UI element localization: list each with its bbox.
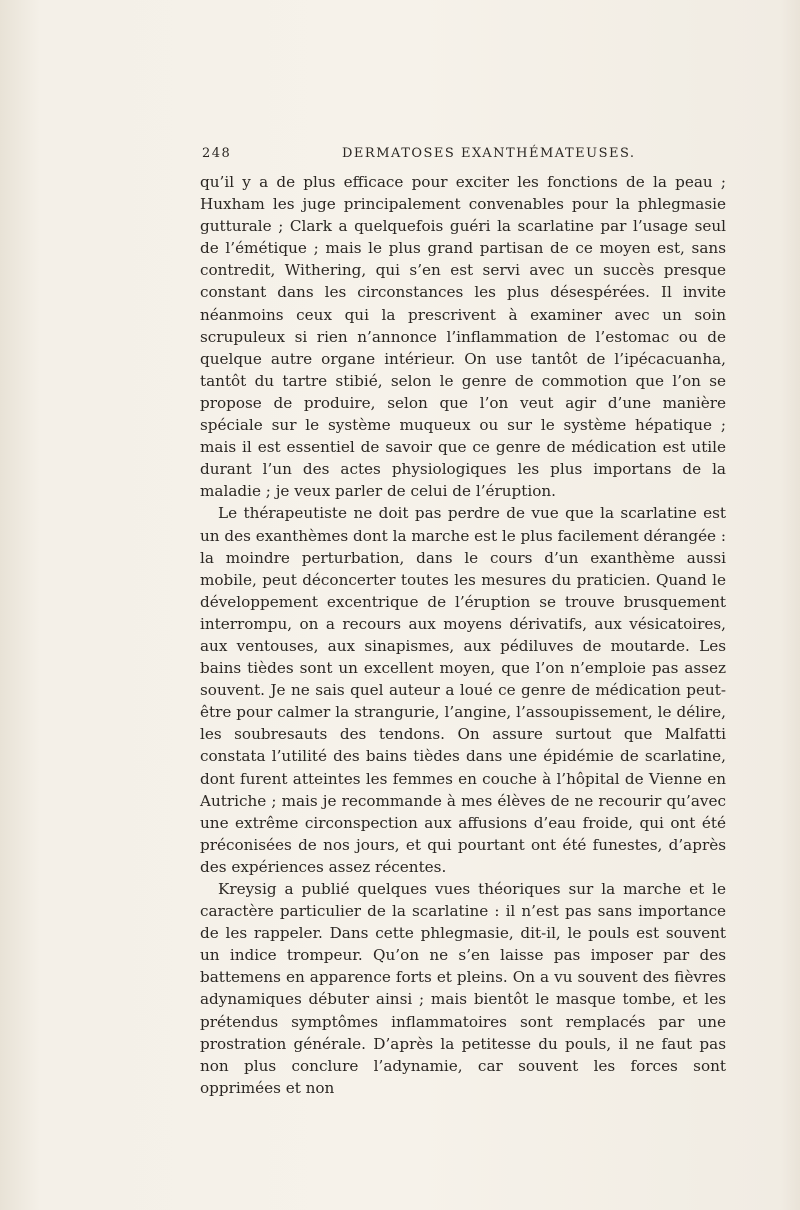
body-text bbox=[200, 171, 726, 1099]
paragraph: Le thérapeutiste ne doit pas perdre de vue que la scarlatine est un des exanthèmes dont la marche est le plus facilement dérangée : la moindre perturbation, dans le cours d’un exanthème aussi mobile, peut déconcerter toutes les mesures du praticien. Quand le développement excentrique de l’éruption se trouve brusquement interrompu, on a recours aux moyens dérivatifs, aux vésicatoires, aux ventouses, aux sinapismes, aux pédiluves de moutarde. Les bains tièdes sont un excellent moyen, que l’on n’emploie pas assez souvent. Je ne sais quel auteur a loué ce genre de médication peut-être pour calmer la strangurie, l’angine, l’assoupissement, le délire, les soubresauts des tendons. On assure surtout que Malfatti constata l’utilité des bains tièdes dans une épidémie de scarlatine, dont furent atteintes les femmes en couche à l’hôpital de Vienne en Autriche ; mais je recommande à mes élèves de ne recourir qu’avec une extrême circonspection aux affusions d’eau froide, qui ont été préconisées de nos jours, et qui pourtant ont été funestes, d’après des expériences assez récentes. bbox=[200, 504, 726, 876]
page-header bbox=[202, 146, 726, 166]
paragraph: Kreysig a publié quelques vues théoriques sur la marche et le caractère particulier de la scarlatine : il n’est pas sans importance de les rappeler. Dans cette phlegmasie, dit-il, le pouls est souvent un indice trompeur. Qu’on ne s’en laisse pas imposer par des battemens en apparence forts et pleins. On a vu souvent des fièvres adynamiques débuter ainsi ; mais bientôt le masque tombe, et les prétendus symptômes inflammatoires sont remplacés par une prostration générale. D’après la petitesse du pouls, il ne faut pas non plus conclure l’adynamie, car souvent les forces sont opprimées et non bbox=[200, 880, 726, 1097]
page-number: 248 bbox=[202, 146, 232, 161]
paragraph: qu’il y a de plus efficace pour exciter les fonctions de la peau ; Huxham les juge principalement convenables pour la phlegmasie gutturale ; Clark a quelquefois guéri la scarlatine par l’usage seul de l’émétique ; mais le plus grand partisan de ce moyen est, sans contredit, Withering, qui s’en est servi avec un succès presque constant dans les circonstances les plus désespérées. Il invite néanmoins ceux qui la prescrivent à examiner avec un soin scrupuleux si rien n’annonce l’inflammation de l’estomac ou de quelque autre organe intérieur. On use tantôt de l’ipécacuanha, tantôt du tartre stibié, selon le genre de commotion que l’on se propose de produire, selon que l’on veut agir d’une manière spéciale sur le système muqueux ou sur le système hépatique ; mais il est essentiel de savoir que ce genre de médication est utile durant l’un des actes physiologiques les plus importans de la maladie ; je veux parler de celui de l’éruption. bbox=[200, 173, 726, 501]
running-title: DERMATOSES EXANTHÉMATEUSES. bbox=[342, 146, 636, 161]
